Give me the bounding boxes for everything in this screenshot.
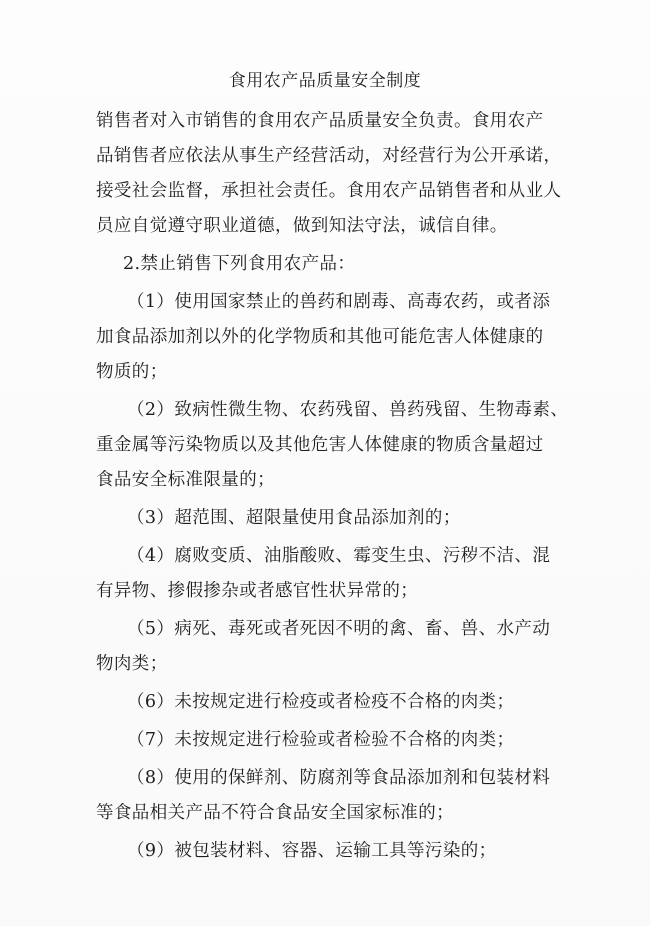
text-line: 接受社会监督，承担社会责任。食用农产品销售者和从业人 xyxy=(96,181,562,201)
list-item-line: （1）使用国家禁止的兽药和剧毒、高毒农药，或者添 xyxy=(127,292,551,312)
document-title: 食用农产品质量安全制度 xyxy=(228,71,422,91)
list-item-line: （5）病死、毒死或者死因不明的禽、畜、兽、水产动 xyxy=(127,619,551,639)
list-item-line: 物质的； xyxy=(96,362,168,382)
list-item-line: 有异物、掺假掺杂或者感官性状异常的； xyxy=(96,581,419,601)
list-item-line: （8）使用的保鲜剂、防腐剂等食品添加剂和包装材料 xyxy=(127,768,551,788)
section-heading: 2.禁止销售下列食用农产品： xyxy=(123,254,356,274)
text-line: 品销售者应依法从事生产经营活动，对经营行为公开承诺， xyxy=(96,146,562,166)
text-line: 销售者对入市销售的食用农产品质量安全负责。食用农产 xyxy=(96,111,544,131)
list-item-line: （9）被包装材料、容器、运输工具等污染的； xyxy=(127,841,497,861)
text-line: 员应自觉遵守职业道德，做到知法守法，诚信自律。 xyxy=(96,216,508,236)
list-item-line: 等食品相关产品不符合食品安全国家标准的； xyxy=(96,803,454,823)
list-item-line: 物肉类； xyxy=(96,654,168,674)
list-item-line: （3）超范围、超限量使用食品添加剂的； xyxy=(127,508,461,528)
list-item-line: （2）致病性微生物、农药残留、兽药残留、生物毒素、 xyxy=(127,400,569,420)
list-item-line: （7）未按规定进行检验或者检验不合格的肉类； xyxy=(127,730,515,750)
list-item-line: 重金属等污染物质以及其他危害人体健康的物质含量超过 xyxy=(96,435,544,455)
list-item-line: （4）腐败变质、油脂酸败、霉变生虫、污秽不洁、混 xyxy=(127,546,551,566)
list-item-line: （6）未按规定进行检疫或者检疫不合格的肉类； xyxy=(127,692,515,712)
list-item-line: 食品安全标准限量的； xyxy=(96,470,275,490)
list-item-line: 加食品添加剂以外的化学物质和其他可能危害人体健康的 xyxy=(96,327,544,347)
